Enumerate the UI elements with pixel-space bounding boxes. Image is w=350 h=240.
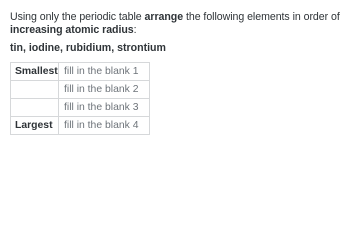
blank-cell-1[interactable] — [59, 63, 150, 81]
question-text — [10, 11, 346, 37]
rank-label-empty — [11, 99, 59, 117]
table-row — [11, 63, 150, 81]
blank-cell-2[interactable] — [59, 81, 150, 99]
table-row — [11, 117, 150, 135]
question-suffix: : — [133, 24, 137, 36]
fill-in-blank-3[interactable]: fill in the blank 3 — [64, 102, 139, 113]
question-emphasis-order: increasing atomic radius — [10, 24, 134, 36]
rank-label-largest: Largest — [11, 117, 59, 135]
fill-in-blank-2[interactable]: fill in the blank 2 — [64, 84, 139, 95]
question-prefix: Using only the periodic table — [10, 11, 145, 23]
answer-table — [10, 62, 150, 135]
blank-cell-4[interactable] — [59, 117, 150, 135]
rank-label-empty — [11, 81, 59, 99]
question-emphasis-arrange: arrange — [144, 11, 184, 23]
table-row — [11, 99, 150, 117]
element-list: tin, iodine, rubidium, strontium — [10, 42, 166, 54]
table-row — [11, 81, 150, 99]
blank-cell-3[interactable] — [59, 99, 150, 117]
fill-in-blank-4[interactable]: fill in the blank 4 — [64, 120, 139, 131]
fill-in-blank-1[interactable]: fill in the blank 1 — [64, 66, 139, 77]
rank-label-smallest: Smallest — [11, 63, 59, 81]
question-middle: the following elements in order of — [183, 11, 340, 23]
